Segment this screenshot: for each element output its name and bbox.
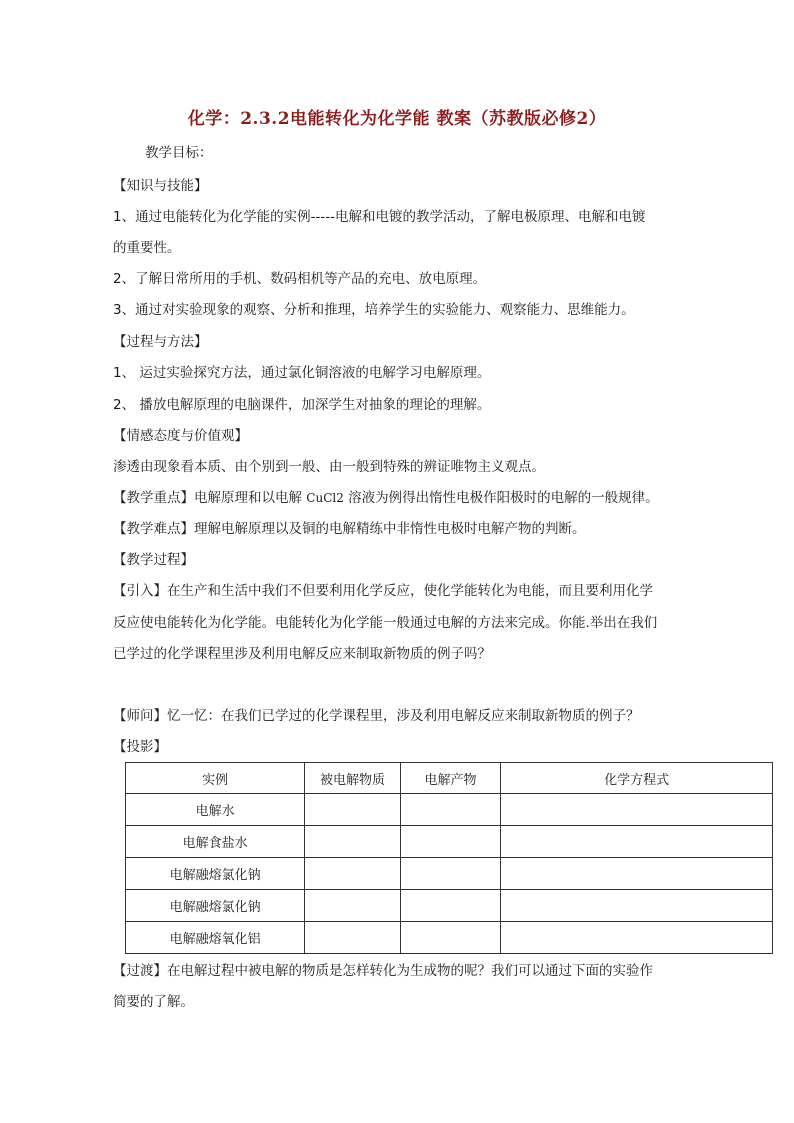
knowledge-heading: 【知识与技能】 bbox=[113, 178, 208, 194]
table-cell: 电解水 bbox=[126, 794, 305, 826]
intro-paragraph bbox=[113, 582, 683, 600]
table-cell bbox=[305, 858, 401, 890]
document-title: 化学：2.3.2电能转化为化学能 教案（苏教版必修2） bbox=[187, 109, 607, 129]
key-point-text-after: 溶液为例得出惰性电极作阳极时的电解的一般规律。 bbox=[343, 490, 659, 506]
table-header: 被电解物质 bbox=[305, 763, 401, 794]
table-cell bbox=[501, 826, 773, 858]
electrolysis-table bbox=[125, 762, 773, 954]
table-header-row bbox=[126, 763, 773, 794]
teacher-question-label: 【师问】 bbox=[113, 708, 167, 724]
process-item-1: 1、 运过实验探究方法，通过氯化铜溶液的电解学习电解原理。 bbox=[113, 365, 491, 381]
table-cell: 电解融熔氯化钠 bbox=[126, 858, 305, 890]
emotion-text: 渗透由现象看本质、由个别到一般、由一般到特殊的辨证唯物主义观点。 bbox=[113, 459, 545, 475]
key-point-formula: CuCl2 bbox=[306, 491, 344, 505]
table-cell: 电解融熔氯化钠 bbox=[126, 890, 305, 922]
key-point-label: 【教学重点】 bbox=[113, 490, 194, 506]
table-cell bbox=[305, 794, 401, 826]
table-row bbox=[126, 826, 773, 858]
table-cell bbox=[501, 858, 773, 890]
table-header: 化学方程式 bbox=[501, 763, 773, 794]
table-cell bbox=[400, 794, 501, 826]
table-header: 实例 bbox=[126, 763, 305, 794]
table-row bbox=[126, 794, 773, 826]
projection-heading: 【投影】 bbox=[113, 739, 167, 755]
table-cell: 电解融熔氧化铝 bbox=[126, 922, 305, 954]
knowledge-item-1-cont: 的重要性。 bbox=[113, 240, 181, 256]
table-cell bbox=[501, 922, 773, 954]
table-cell bbox=[400, 890, 501, 922]
intro-label: 【引入】 bbox=[113, 583, 167, 599]
knowledge-item-3: 3、通过对实验现象的观察、分析和推理，培养学生的实验能力、观察能力、思维能力。 bbox=[113, 302, 635, 318]
difficulty-text: 理解电解原理以及铜的电解精练中非惰性电极时电解产物的判断。 bbox=[194, 521, 586, 537]
table-cell bbox=[305, 826, 401, 858]
teaching-goals-label: 教学目标： bbox=[145, 145, 213, 161]
knowledge-item-2: 2、了解日常所用的手机、数码相机等产品的充电、放电原理。 bbox=[113, 271, 487, 287]
table-cell bbox=[305, 890, 401, 922]
table-cell bbox=[501, 890, 773, 922]
key-point-paragraph bbox=[113, 489, 683, 507]
table-cell bbox=[400, 826, 501, 858]
process-item-2: 2、 播放电解原理的电脑课件，加深学生对抽象的理论的理解。 bbox=[113, 397, 491, 413]
table-cell bbox=[501, 794, 773, 826]
intro-line-3: 已学过的化学课程里涉及利用电解反应来制取新物质的例子吗？ bbox=[113, 646, 491, 662]
table-row bbox=[126, 858, 773, 890]
transition-label: 【过渡】 bbox=[113, 963, 167, 979]
difficulty-paragraph bbox=[113, 520, 683, 538]
table-cell: 电解食盐水 bbox=[126, 826, 305, 858]
table-row bbox=[126, 922, 773, 954]
table-row bbox=[126, 890, 773, 922]
transition-line-1: 在电解过程中被电解的物质是怎样转化为生成物的呢？我们可以通过下面的实验作 bbox=[167, 963, 653, 979]
knowledge-item-1: 1、通过电能转化为化学能的实例-----电解和电镀的教学活动，了解电极原理、电解和电镀 bbox=[113, 209, 646, 225]
table-header: 电解产物 bbox=[400, 763, 501, 794]
teacher-question-paragraph bbox=[113, 707, 683, 725]
intro-line-1: 在生产和生活中我们不但要利用化学反应，使化学能转化为电能，而且要利用化学 bbox=[167, 583, 653, 599]
process-heading: 【过程与方法】 bbox=[113, 334, 208, 350]
transition-paragraph bbox=[113, 962, 683, 980]
table-cell bbox=[305, 922, 401, 954]
intro-line-2: 反应使电能转化为化学能。电能转化为化学能一般通过电解的方法来完成。你能.举出在我们 bbox=[113, 615, 658, 631]
emotion-heading: 【情感态度与价值观】 bbox=[113, 428, 248, 444]
transition-line-2: 简要的了解。 bbox=[113, 994, 194, 1010]
difficulty-label: 【教学难点】 bbox=[113, 521, 194, 537]
table-cell bbox=[400, 858, 501, 890]
teaching-process-heading: 【教学过程】 bbox=[113, 552, 194, 568]
teacher-question-text: 忆一忆：在我们已学过的化学课程里，涉及利用电解反应来制取新物质的例子？ bbox=[167, 708, 640, 724]
key-point-text-before: 电解原理和以电解 bbox=[194, 490, 307, 506]
table-cell bbox=[400, 922, 501, 954]
